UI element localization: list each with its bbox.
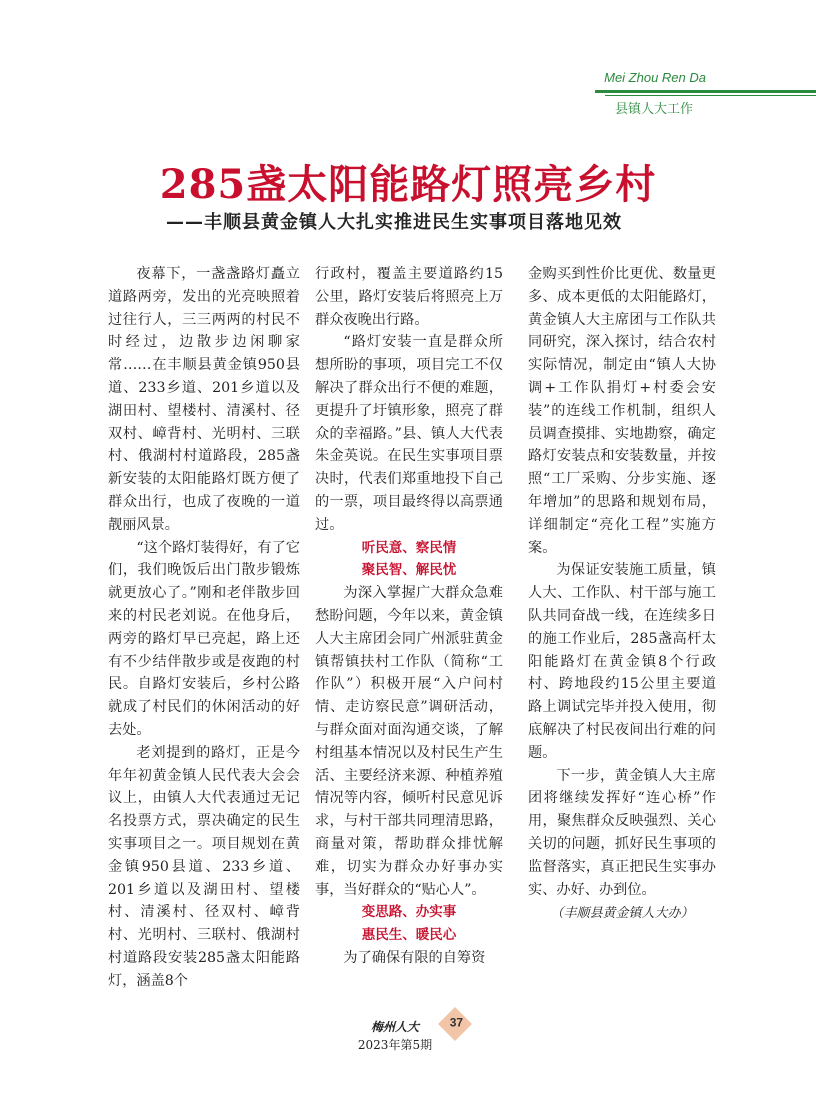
paragraph: 为深入掌握广大群众急难愁盼问题，今年以来，黄金镇人大主席团会同广州派驻黄金镇帮镇扶村工作队（简称“工作队”）积极开展“入户问村情、走访察民意”调研活动，与群众面对面沟通交谈，了解村组基本情况以及村民生产生活、主要经济来源、种植养殖情况等内容，倾听村民意见诉求，与村干部共同理清思路，商量对策，帮助群众排忧解难，切实为群众办好事办实事，当好群众的“贴心人”。 — [315, 585, 503, 898]
section-heading — [315, 901, 503, 947]
paragraph: 为保证安装施工质量，镇人大、工作队、村干部与施工队共同奋战一线，在连续多日的施工作业后，285盏高杆太阳能路灯在黄金镇8个行政村、跨地段约15公里主要道路上调试完毕并投入使用，彻底解决了村民夜间出行难的问题。 — [528, 562, 716, 761]
paragraph: 夜幕下，一盏盏路灯矗立道路两旁，发出的光亮映照着过往行人，三三两两的村民不时经过，边散步边闲聊家常……在丰顺县黄金镇950县道、233乡道、201乡道以及湖田村、望楼村、清溪村、径双村、嶂背村、光明村、三联村、俄湖村村道路段，285盏新安装的太阳能路灯既方便了群众出行，也成了夜晚的一道靓丽风景。 — [108, 266, 300, 533]
section-heading-line: 听民意、察民情 — [361, 539, 457, 556]
header-rule — [595, 90, 816, 93]
footer-magazine-name: 梅州人大 — [370, 1020, 419, 1034]
paragraph: “路灯安装一直是群众所想所盼的事项，项目完工不仅解决了群众出行不便的难题，更提升了圩镇形象，照亮了群众的幸福路。”县、镇人大代表朱金英说。在民生实事项目票决时，代表们郑重地投下自己的一票，项目最终得以高票通过。 — [315, 334, 503, 533]
paragraph: 金购买到性价比更优、数量更多、成本更低的太阳能路灯，黄金镇人大主席团与工作队共同研究，深入探讨，结合农村实际情况，制定由“镇人大协调+工作队捐灯+村委会安装”的连线工作机制，组织人员调查摸排、实地勘察，确定路灯安装点和安装数量，并按照“工厂采购、分步实施、逐年增加”的思路和规划布局，详细制定“亮化工程”实施方案。 — [528, 266, 716, 556]
column-3 — [528, 263, 716, 926]
section-heading-line: 变思路、办实事 — [361, 904, 457, 921]
section-heading-line: 惠民生、暖民心 — [361, 927, 457, 944]
section-label: 县镇人大工作 — [615, 102, 694, 117]
header-rule-thin — [605, 95, 816, 96]
paragraph: “这个路灯装得好，有了它们，我们晚饭后出门散步锻炼就更放心了。”刚和老伴散步回来的村民老刘说。在他身后，两旁的路灯早已亮起，路上还有不少结伴散步或是夜跑的村民。自路灯安装后，乡村公路就成了村民们的休闲活动的好去处。 — [108, 539, 300, 738]
footer-issue: 2023年第5期 — [357, 1038, 433, 1052]
paragraph: 老刘提到的路灯，正是今年年初黄金镇人民代表大会会议上，由镇人大代表通过无记名投票方式，票决确定的民生实事项目之一。项目规划在黄金镇950县道、233乡道、201乡道以及湖田村、望楼村、清溪村、径双村、嶂背村、光明村、三联村、俄湖村村道路段安装285盏太阳能路灯，涵盖8个 — [108, 744, 300, 989]
author-note: （丰顺县黄金镇人大办） — [550, 906, 694, 922]
article-subtitle: ——丰顺县黄金镇人大扎实推进民生实事项目落地见效 — [166, 212, 622, 233]
column-2 — [315, 263, 503, 970]
column-1 — [108, 263, 300, 993]
section-heading-line: 聚民智、解民忧 — [361, 562, 457, 579]
page-number: 37 — [449, 1015, 464, 1030]
article-title: 285盏太阳能路灯照亮乡村 — [159, 161, 657, 208]
magazine-name-en: Mei Zhou Ren Da — [604, 70, 706, 85]
paragraph: 行政村，覆盖主要道路约15公里，路灯安装后将照亮上万群众夜晚出行路。 — [315, 266, 503, 328]
section-heading — [315, 537, 503, 583]
paragraph: 下一步，黄金镇人大主席团将继续发挥好“连心桥”作用，聚焦群众反映强烈、关心关切的问题，抓好民生事项的监督落实，真正把民生实事办实、办好、办到位。 — [528, 767, 716, 898]
paragraph: 为了确保有限的自筹资 — [343, 949, 486, 966]
